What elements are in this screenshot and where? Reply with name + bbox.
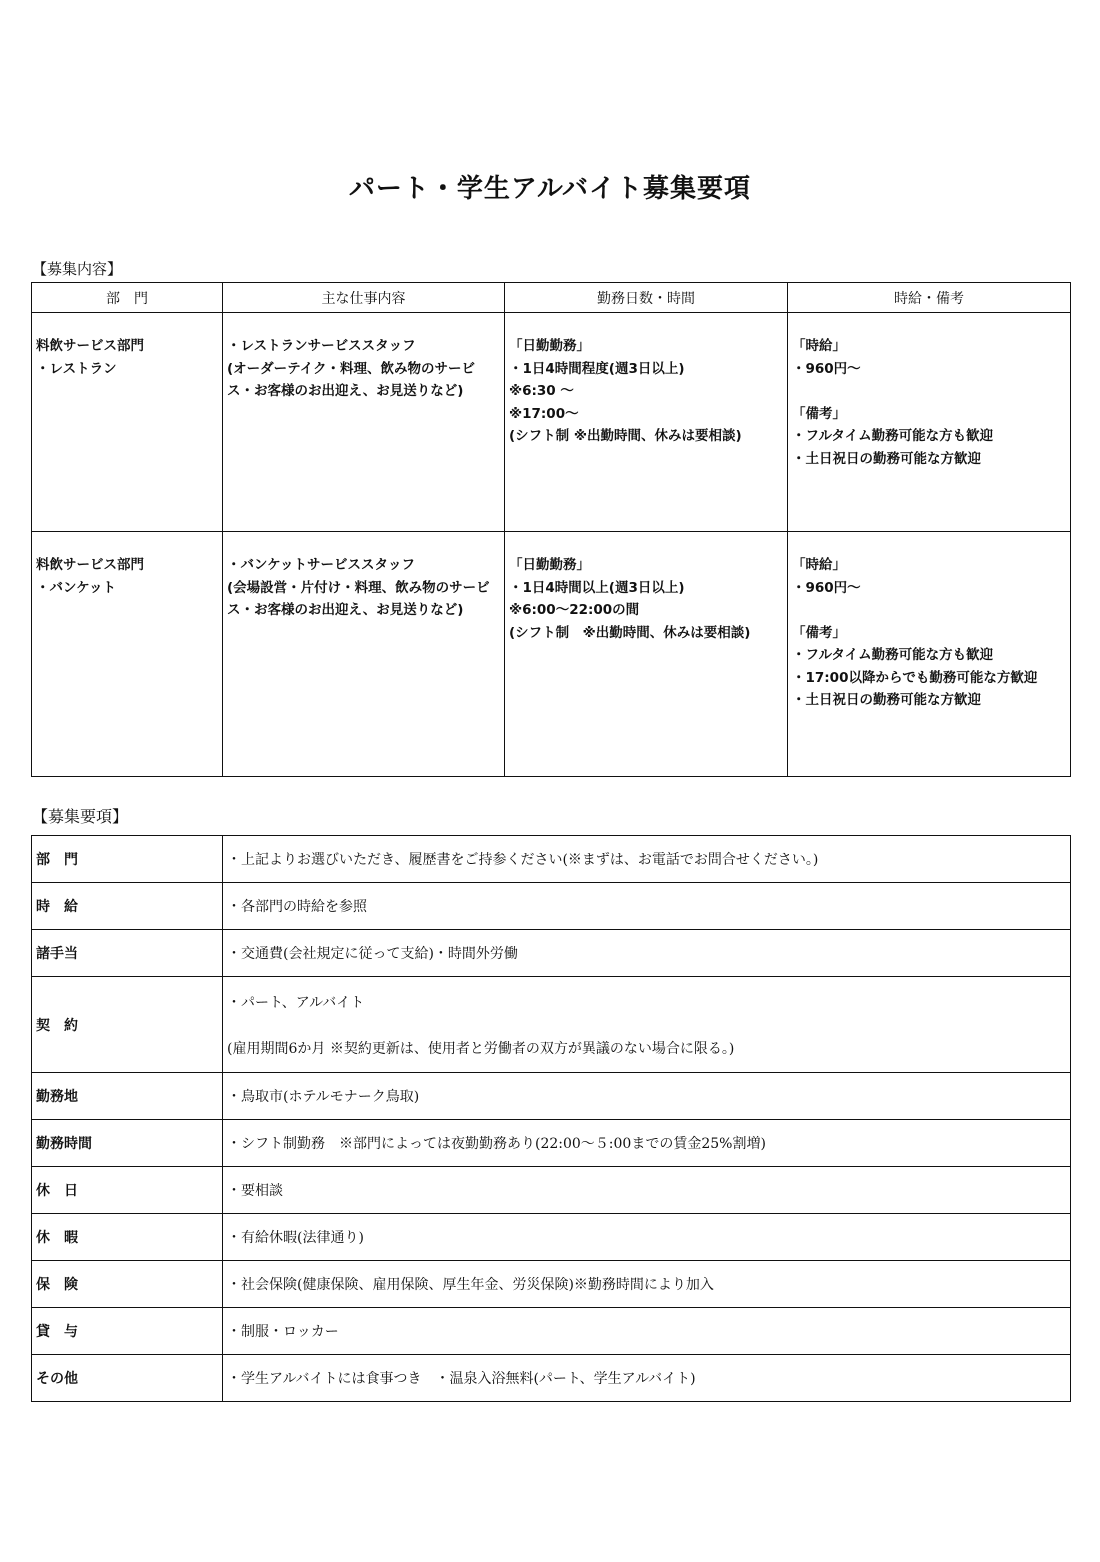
term-label: その他 xyxy=(32,1355,223,1402)
table-row xyxy=(32,836,1071,883)
term-label: 勤務地 xyxy=(32,1073,223,1120)
table-row xyxy=(32,1073,1071,1120)
term-label: 契 約 xyxy=(32,977,223,1073)
pay-cell xyxy=(788,313,1071,532)
term-label: 諸手当 xyxy=(32,930,223,977)
table-row xyxy=(32,1214,1071,1261)
job-cell xyxy=(223,532,505,777)
term-value xyxy=(223,977,1071,1073)
term-value-line: (雇用期間6か月 ※契約更新は、使用者と労働者の双方が異議のない場合に限る。) xyxy=(227,1040,735,1057)
term-value: ・有給休暇(法律通り) xyxy=(223,1214,1071,1261)
job-cell xyxy=(223,313,505,532)
term-label: 時 給 xyxy=(32,883,223,930)
dept-line: ・バンケット xyxy=(36,579,117,596)
term-label: 貸 与 xyxy=(32,1308,223,1355)
pay-line: 「時給」 xyxy=(792,557,846,573)
hours-line: ・1日4時間程度(週3日以上) xyxy=(509,360,685,377)
recruit-table xyxy=(31,282,1071,777)
terms-section-label: 【募集要項】 xyxy=(32,807,129,826)
pay-cell xyxy=(788,532,1071,777)
table-row xyxy=(32,1261,1071,1308)
term-value: ・制服・ロッカー xyxy=(223,1308,1071,1355)
hours-line: ※6:30 ～ xyxy=(509,383,574,399)
notes-line: ・フルタイム勤務可能な方も歓迎 xyxy=(792,428,994,444)
term-label: 休 暇 xyxy=(32,1214,223,1261)
spacer xyxy=(792,380,1066,403)
dept-line: ・レストラン xyxy=(36,360,117,377)
term-value: ・要相談 xyxy=(223,1167,1071,1214)
term-value: ・社会保険(健康保険、雇用保険、厚生年金、労災保険)※勤務時間により加入 xyxy=(223,1261,1071,1308)
header-dept: 部 門 xyxy=(32,283,223,313)
dept-line: 料飲サービス部門 xyxy=(36,338,144,354)
hours-line: (シフト制 ※出勤時間、休みは要相談) xyxy=(509,624,751,641)
table-row xyxy=(32,883,1071,930)
term-label: 勤務時間 xyxy=(32,1120,223,1167)
terms-table xyxy=(31,835,1071,1402)
table-row xyxy=(32,1167,1071,1214)
notes-line: 「備考」 xyxy=(792,624,846,641)
notes-line: ・土日祝日の勤務可能な方歓迎 xyxy=(792,450,981,467)
spacer xyxy=(792,599,1066,622)
table-row xyxy=(32,1355,1071,1402)
table-row xyxy=(32,313,1071,532)
notes-line: ・フルタイム勤務可能な方も歓迎 xyxy=(792,647,994,663)
recruit-table-header xyxy=(32,283,1071,313)
recruit-section-label: 【募集内容】 xyxy=(32,260,123,278)
hours-line: ・1日4時間以上(週3日以上) xyxy=(509,579,685,596)
notes-line: 「備考」 xyxy=(792,405,846,422)
term-value: ・上記よりお選びいただき、履歴書をご持参ください(※まずは、お電話でお問合せください。) xyxy=(223,836,1071,883)
dept-cell xyxy=(32,532,223,777)
job-line: ・バンケットサービススタッフ xyxy=(227,557,416,573)
hours-cell xyxy=(505,313,788,532)
hours-line: (シフト制 ※出勤時間、休みは要相談) xyxy=(509,428,742,444)
hours-cell xyxy=(505,532,788,777)
term-label: 休 日 xyxy=(32,1167,223,1214)
dept-line: 料飲サービス部門 xyxy=(36,557,144,573)
header-pay: 時給・備考 xyxy=(788,283,1071,313)
hours-line: ※17:00～ xyxy=(509,405,579,422)
pay-line: 「時給」 xyxy=(792,338,846,354)
notes-line: ・土日祝日の勤務可能な方歓迎 xyxy=(792,692,981,708)
term-value: ・鳥取市(ホテルモナーク鳥取) xyxy=(223,1073,1071,1120)
dept-cell xyxy=(32,313,223,532)
term-label: 保 険 xyxy=(32,1261,223,1308)
pay-line: ・960円～ xyxy=(792,579,861,596)
table-row xyxy=(32,1308,1071,1355)
term-value: ・交通費(会社規定に従って支給)・時間外労働 xyxy=(223,930,1071,977)
hours-line: 「日勤勤務」 xyxy=(509,557,590,573)
term-label: 部 門 xyxy=(32,836,223,883)
header-job: 主な仕事内容 xyxy=(223,283,505,313)
job-line: (会場設営・片付け・料理、飲み物のサービス・お客様のお出迎え、お見送りなど) xyxy=(227,579,490,618)
term-value-line: ・パート、アルバイト xyxy=(227,994,365,1011)
job-line: ・レストランサービススタッフ xyxy=(227,338,416,354)
term-value: ・学生アルバイトには食事つき ・温泉入浴無料(パート、学生アルバイト) xyxy=(223,1355,1071,1402)
page-title: パート・学生アルバイト募集要項 xyxy=(348,174,752,204)
table-row xyxy=(32,1120,1071,1167)
hours-line: 「日勤勤務」 xyxy=(509,338,590,354)
table-row xyxy=(32,930,1071,977)
hours-line: ※6:00～22:00の間 xyxy=(509,602,640,618)
pay-line: ・960円～ xyxy=(792,360,861,377)
notes-line: ・17:00以降からでも勤務可能な方歓迎 xyxy=(792,669,1038,686)
table-row xyxy=(32,532,1071,777)
term-value: ・シフト制勤務 ※部門によっては夜勤勤務あり(22:00～５:00までの賃金25%割増) xyxy=(223,1120,1071,1167)
term-value: ・各部門の時給を参照 xyxy=(223,883,1071,930)
job-line: (オーダーテイク・料理、飲み物のサービス・お客様のお出迎え、お見送りなど) xyxy=(227,360,475,399)
header-hours: 勤務日数・時間 xyxy=(505,283,788,313)
table-row xyxy=(32,977,1071,1073)
